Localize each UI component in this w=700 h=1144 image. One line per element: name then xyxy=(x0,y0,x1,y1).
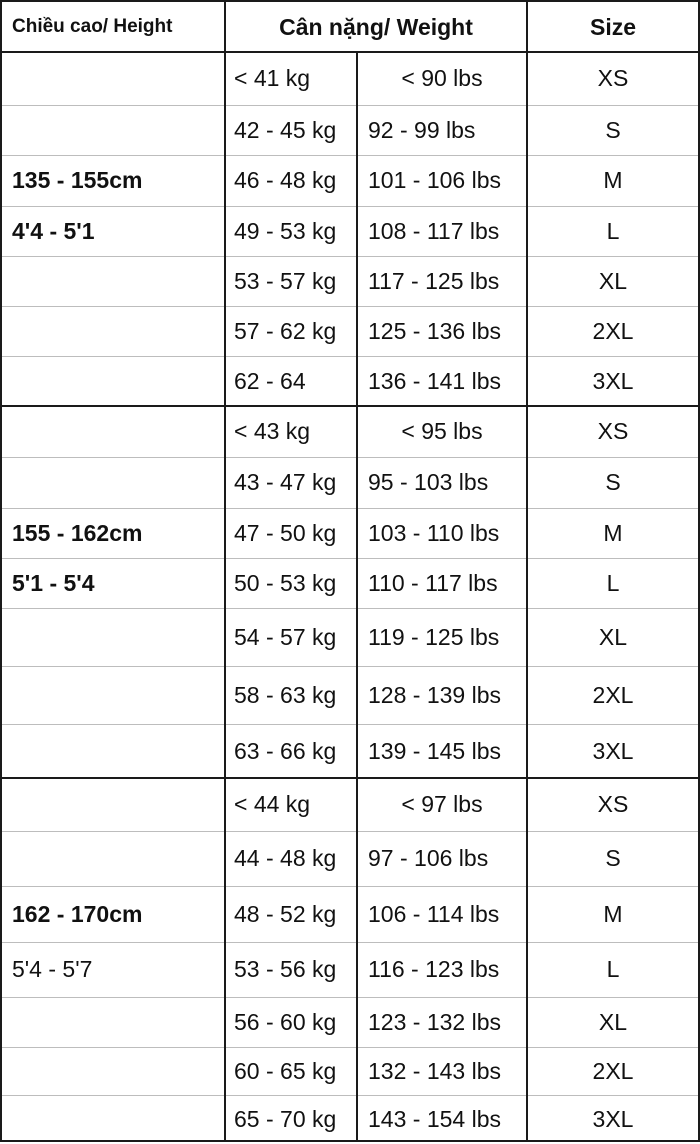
size-cell: 3XL xyxy=(592,737,634,764)
weight-kg-cell: 53 - 57 kg xyxy=(234,267,337,294)
height-cm-label: 155 - 162cm xyxy=(12,519,143,546)
weight-kg-cell: 63 - 66 kg xyxy=(234,737,337,764)
size-cell: M xyxy=(603,900,623,927)
weight-lbs-cell: 128 - 139 lbs xyxy=(368,681,501,708)
size-cell: XS xyxy=(597,65,629,91)
weight-lbs-cell: 108 - 117 lbs xyxy=(368,217,500,244)
weight-kg-cell: 43 - 47 kg xyxy=(234,469,337,495)
weight-lbs-cell: 139 - 145 lbs xyxy=(368,737,501,764)
height-cm-label: 162 - 170cm xyxy=(12,900,143,927)
height-ft-label: 5'4 - 5'7 xyxy=(12,956,93,982)
size-cell: 3XL xyxy=(592,367,634,394)
weight-lbs-cell: 106 - 114 lbs xyxy=(368,900,500,927)
weight-lbs-cell: 92 - 99 lbs xyxy=(368,116,476,143)
weight-lbs-cell: < 95 lbs xyxy=(401,418,483,444)
size-cell: S xyxy=(605,116,621,143)
size-cell: XL xyxy=(598,623,628,650)
weight-lbs-cell: 116 - 123 lbs xyxy=(368,956,500,982)
height-cm-label: 135 - 155cm xyxy=(12,167,143,193)
weight-kg-cell: 58 - 63 kg xyxy=(234,681,337,708)
weight-kg-cell: 54 - 57 kg xyxy=(234,623,337,650)
weight-kg-cell: 56 - 60 kg xyxy=(234,1008,337,1035)
size-cell: L xyxy=(606,569,620,596)
weight-kg-cell: 44 - 48 kg xyxy=(234,845,337,871)
weight-kg-cell: 57 - 62 kg xyxy=(234,317,337,344)
size-cell: XL xyxy=(598,1008,628,1035)
weight-lbs-cell: 95 - 103 lbs xyxy=(368,469,489,495)
size-cell: 2XL xyxy=(592,317,634,344)
header-height: Chiều cao/ Height xyxy=(12,16,173,37)
weight-kg-cell: 62 - 64 xyxy=(234,367,306,394)
weight-lbs-cell: 132 - 143 lbs xyxy=(368,1057,501,1084)
weight-lbs-cell: < 97 lbs xyxy=(401,791,483,817)
weight-kg-cell: < 43 kg xyxy=(234,418,311,444)
weight-lbs-cell: 123 - 132 lbs xyxy=(368,1008,501,1035)
size-cell: 3XL xyxy=(592,1106,634,1132)
weight-lbs-cell: 143 - 154 lbs xyxy=(368,1106,501,1132)
weight-kg-cell: 65 - 70 kg xyxy=(234,1106,337,1132)
weight-lbs-cell: 97 - 106 lbs xyxy=(368,845,489,871)
weight-kg-cell: 60 - 65 kg xyxy=(234,1057,337,1084)
weight-lbs-cell: 117 - 125 lbs xyxy=(368,267,500,294)
weight-kg-cell: 50 - 53 kg xyxy=(234,569,337,596)
size-cell: S xyxy=(605,469,621,495)
weight-lbs-cell: 125 - 136 lbs xyxy=(368,317,501,344)
size-cell: L xyxy=(606,217,620,244)
weight-kg-cell: 53 - 56 kg xyxy=(234,956,337,982)
size-cell: S xyxy=(605,845,621,871)
size-cell: XS xyxy=(597,791,629,817)
header-weight: Cân nặng/ Weight xyxy=(279,13,473,40)
size-cell: M xyxy=(603,519,623,546)
weight-lbs-cell: 103 - 110 lbs xyxy=(368,519,500,546)
weight-kg-cell: < 44 kg xyxy=(234,791,311,817)
header-size: Size xyxy=(589,13,637,40)
weight-lbs-cell: 119 - 125 lbs xyxy=(368,623,500,650)
size-cell: XS xyxy=(597,418,629,444)
weight-lbs-cell: < 90 lbs xyxy=(401,65,483,91)
weight-kg-cell: 46 - 48 kg xyxy=(234,167,337,193)
weight-lbs-cell: 101 - 106 lbs xyxy=(368,167,501,193)
height-ft-label: 5'1 - 5'4 xyxy=(12,569,95,596)
weight-kg-cell: 48 - 52 kg xyxy=(234,900,337,927)
weight-kg-cell: < 41 kg xyxy=(234,65,311,91)
size-cell: L xyxy=(606,956,620,982)
height-ft-label: 4'4 - 5'1 xyxy=(12,217,95,244)
weight-kg-cell: 49 - 53 kg xyxy=(234,217,337,244)
size-cell: XL xyxy=(598,267,628,294)
size-cell: 2XL xyxy=(592,681,634,708)
size-cell: 2XL xyxy=(592,1057,634,1084)
weight-lbs-cell: 136 - 141 lbs xyxy=(368,367,501,394)
size-cell: M xyxy=(603,167,623,193)
weight-kg-cell: 47 - 50 kg xyxy=(234,519,337,546)
weight-lbs-cell: 110 - 117 lbs xyxy=(368,569,498,596)
weight-kg-cell: 42 - 45 kg xyxy=(234,116,337,143)
